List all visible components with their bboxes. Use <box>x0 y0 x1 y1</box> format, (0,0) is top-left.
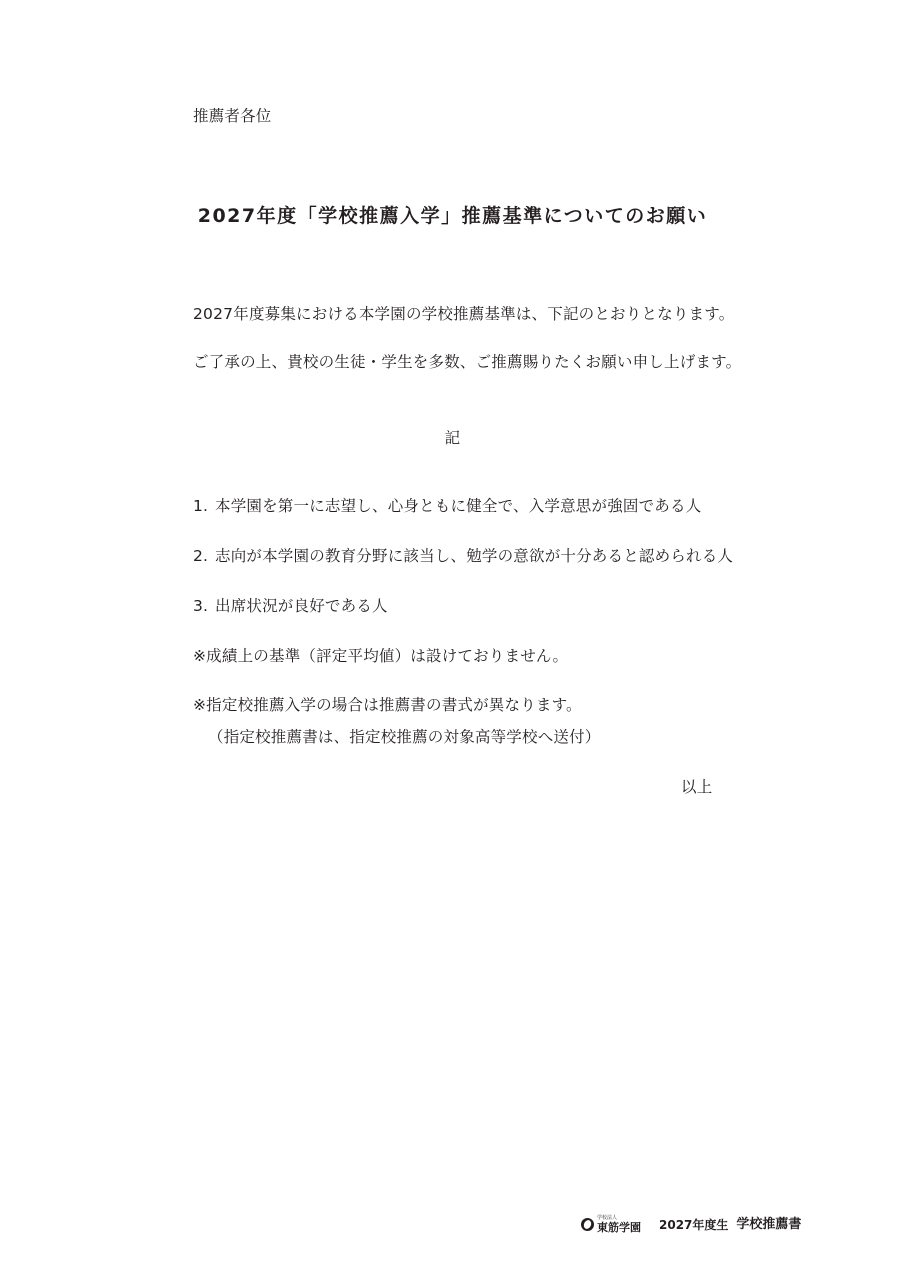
logo-emblem-icon <box>581 1218 594 1231</box>
criterion-item <box>193 496 701 516</box>
intro-paragraph-2: ご了承の上、貴校の生徒・学生を多数、ご推薦賜りたくお願い申し上げます。 <box>193 353 742 371</box>
criterion-item <box>193 596 388 616</box>
document-title: 2027年度「学校推薦入学」推薦基準についてのお願い <box>197 205 708 227</box>
footer-document-name: 学校推薦書 <box>736 1216 802 1232</box>
addressee: 推薦者各位 <box>193 107 272 125</box>
note-designated-sub: （指定校推薦書は、指定校推薦の対象高等学校へ送付） <box>208 728 601 746</box>
ki-heading: 記 <box>444 429 461 447</box>
page-footer <box>581 1216 801 1233</box>
closing-word: 以上 <box>681 778 713 796</box>
intro-paragraph-1: 2027年度募集における本学園の学校推薦基準は、下記のとおりとなります。 <box>193 305 735 323</box>
note-grades: ※成績上の基準（評定平均値）は設けておりません。 <box>193 647 569 665</box>
criterion-number: 1. <box>193 497 209 515</box>
note-designated: ※指定校推薦入学の場合は推薦書の書式が異なります。 <box>193 696 582 714</box>
footer-year: 2027年度生 <box>659 1217 729 1232</box>
criterion-text: 志向が本学園の教育分野に該当し、勉学の意欲が十分あると認められる人 <box>215 547 734 565</box>
criterion-number: 3. <box>193 597 209 615</box>
logo-subtext: 学校法人 <box>597 1215 618 1221</box>
criterion-number: 2. <box>193 547 209 565</box>
criterion-text: 本学園を第一に志望し、心身ともに健全で、入学意思が強固である人 <box>215 497 702 515</box>
logo-name: 東筋学園 <box>597 1221 641 1234</box>
criterion-text: 出席状況が良好である人 <box>215 597 388 615</box>
criterion-item <box>193 546 733 566</box>
school-logo <box>581 1216 641 1233</box>
